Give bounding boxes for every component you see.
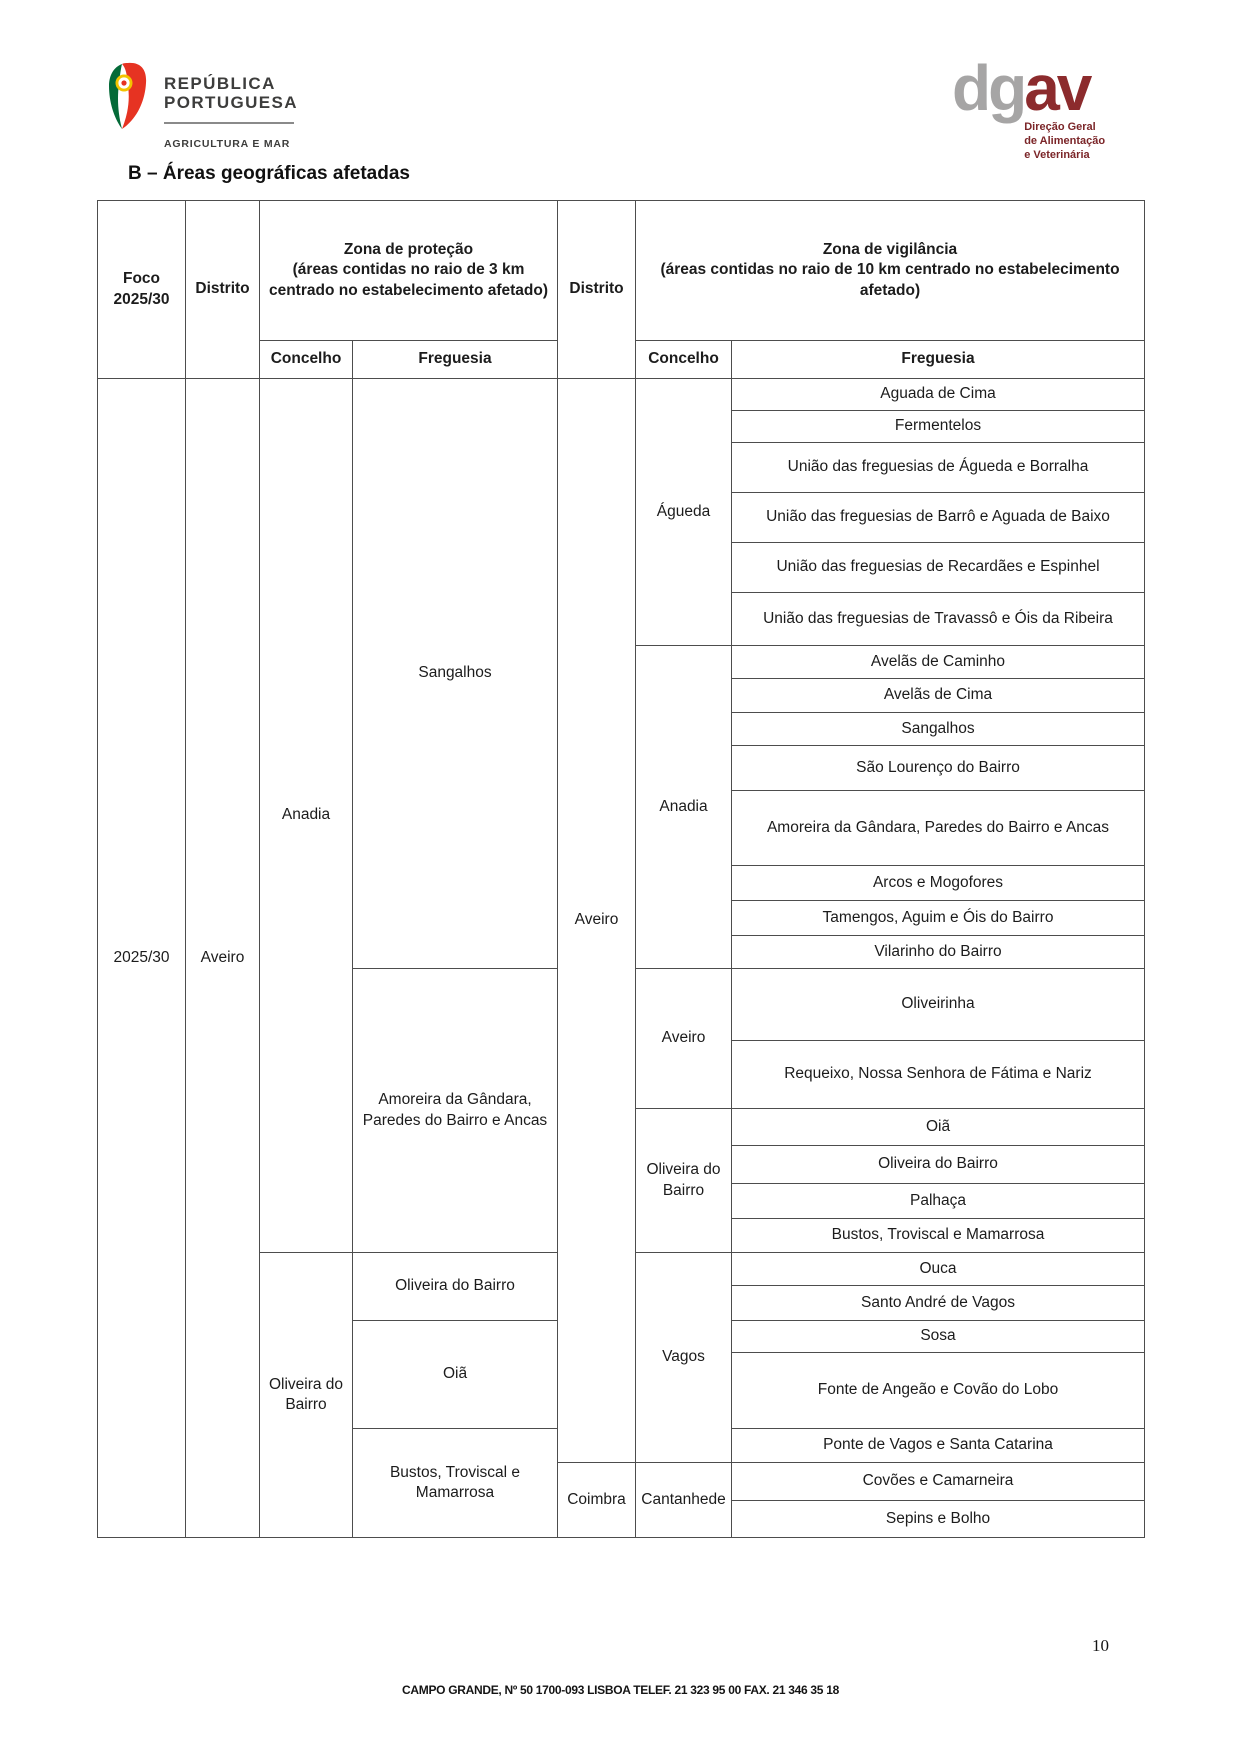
cell-distrito-v: Aveiro <box>558 379 636 1463</box>
cell-freguesia-v: Oiã <box>732 1109 1145 1146</box>
table-row <box>98 379 1145 411</box>
header-cell-zona-protecao <box>260 201 558 341</box>
table-body <box>98 379 1145 1538</box>
cell-distrito-p: Aveiro <box>186 379 260 1538</box>
cell-freguesia-v: União das freguesias de Barrô e Aguada de Baixo <box>732 493 1145 543</box>
cell-freguesia-v: Oliveirinha <box>732 969 1145 1041</box>
dgav-caption-line1: Direção Geral <box>1024 120 1096 133</box>
header-cell-concelho-protecao: Concelho <box>260 341 353 379</box>
cell-concelho-p: Anadia <box>260 379 353 1253</box>
gov-logo-line1: REPÚBLICA <box>164 74 276 93</box>
cell-freguesia-v: Santo André de Vagos <box>732 1286 1145 1321</box>
cell-freguesia-v: Ouca <box>732 1253 1145 1286</box>
cell-freguesia-v: Requeixo, Nossa Senhora de Fátima e Nariz <box>732 1041 1145 1109</box>
header-cell-foco: Foco 2025/30 <box>98 201 186 379</box>
header-cell-concelho-vigilancia: Concelho <box>636 341 732 379</box>
cell-concelho-v: Águeda <box>636 379 732 646</box>
cell-freguesia-p: Oliveira do Bairro <box>353 1253 558 1321</box>
cell-freguesia-v: Sepins e Bolho <box>732 1501 1145 1538</box>
cell-foco: 2025/30 <box>98 379 186 1538</box>
cell-freguesia-p: Oiã <box>353 1321 558 1429</box>
dgav-logo-dg: dg <box>952 52 1025 124</box>
cell-freguesia-v: Vilarinho do Bairro <box>732 936 1145 969</box>
zona-vigilancia-title: Zona de vigilância <box>822 240 958 258</box>
cell-freguesia-v: Covões e Camarneira <box>732 1463 1145 1501</box>
cell-concelho-p: Oliveira do Bairro <box>260 1253 353 1538</box>
cell-distrito-v: Coimbra <box>558 1463 636 1538</box>
dgav-logo-av: av <box>1024 52 1090 124</box>
dgav-caption-line3: e Veterinária <box>1024 149 1090 162</box>
cell-freguesia-v: Arcos e Mogofores <box>732 866 1145 901</box>
cell-freguesia-p: Sangalhos <box>353 379 558 969</box>
footer-address: CAMPO GRANDE, Nº 50 1700-093 LISBOA TELEF. 21 323 95 00 FAX. 21 346 35 18 <box>402 1683 839 1697</box>
header-cell-freguesia-vigilancia: Freguesia <box>732 341 1145 379</box>
zona-protecao-subtitle: (áreas contidas no raio de 3 km centrado no estabelecimento afetado) <box>268 261 549 299</box>
header-cell-distrito-protecao: Distrito <box>186 201 260 379</box>
cell-freguesia-v: Sosa <box>732 1321 1145 1353</box>
cell-concelho-v: Vagos <box>636 1253 732 1463</box>
header-cell-distrito-vigilancia: Distrito <box>558 201 636 379</box>
zona-protecao-title: Zona de proteção <box>343 240 474 258</box>
cell-freguesia-v: União das freguesias de Águeda e Borralha <box>732 443 1145 493</box>
page-title: B – Áreas geográficas afetadas <box>128 163 410 184</box>
zona-vigilancia-subtitle: (áreas contidas no raio de 10 km centrado no estabelecimento afetado) <box>660 261 1120 299</box>
dgav-caption <box>1024 120 1105 163</box>
cell-freguesia-v: Tamengos, Aguim e Óis do Bairro <box>732 901 1145 936</box>
cell-concelho-v: Cantanhede <box>636 1463 732 1538</box>
table-header-row-1 <box>98 201 1145 341</box>
cell-freguesia-v: Amoreira da Gândara, Paredes do Bairro e Ancas <box>732 791 1145 866</box>
cell-freguesia-v: Avelãs de Caminho <box>732 646 1145 679</box>
cell-freguesia-v: União das freguesias de Travassô e Óis da Ribeira <box>732 593 1145 646</box>
cell-freguesia-v: Fermentelos <box>732 411 1145 443</box>
cell-freguesia-v: Aguada de Cima <box>732 379 1145 411</box>
gov-logo-subtitle: AGRICULTURA E MAR <box>164 138 291 151</box>
cell-concelho-v: Aveiro <box>636 969 732 1109</box>
cell-freguesia-v: União das freguesias de Recardães e Espinhel <box>732 543 1145 593</box>
cell-freguesia-p: Bustos, Troviscal e Mamarrosa <box>353 1429 558 1538</box>
affected-areas-table <box>97 200 1145 1538</box>
header-cell-freguesia-protecao: Freguesia <box>353 341 558 379</box>
cell-freguesia-v: São Lourenço do Bairro <box>732 746 1145 791</box>
cell-freguesia-v: Avelãs de Cima <box>732 679 1145 713</box>
gov-logo-divider <box>164 122 294 124</box>
cell-concelho-v: Anadia <box>636 646 732 969</box>
gov-logo-line2: PORTUGUESA <box>164 93 298 113</box>
cell-concelho-v: Oliveira do Bairro <box>636 1109 732 1253</box>
dgav-logo <box>952 52 1106 163</box>
cell-freguesia-v: Sangalhos <box>732 713 1145 746</box>
cell-freguesia-v: Oliveira do Bairro <box>732 1146 1145 1184</box>
page-number: 10 <box>1092 1636 1109 1655</box>
cell-freguesia-v: Ponte de Vagos e Santa Catarina <box>732 1429 1145 1463</box>
cell-freguesia-v: Fonte de Angeão e Covão do Lobo <box>732 1353 1145 1429</box>
cell-freguesia-v: Palhaça <box>732 1184 1145 1219</box>
cell-freguesia-p: Amoreira da Gândara, Paredes do Bairro e Ancas <box>353 969 558 1253</box>
cell-freguesia-v: Bustos, Troviscal e Mamarrosa <box>732 1219 1145 1253</box>
portugal-flag-emblem-icon <box>108 62 150 132</box>
republica-portuguesa-logo <box>108 62 298 150</box>
dgav-caption-line2: de Alimentação <box>1024 135 1106 148</box>
header-cell-zona-vigilancia <box>636 201 1145 341</box>
